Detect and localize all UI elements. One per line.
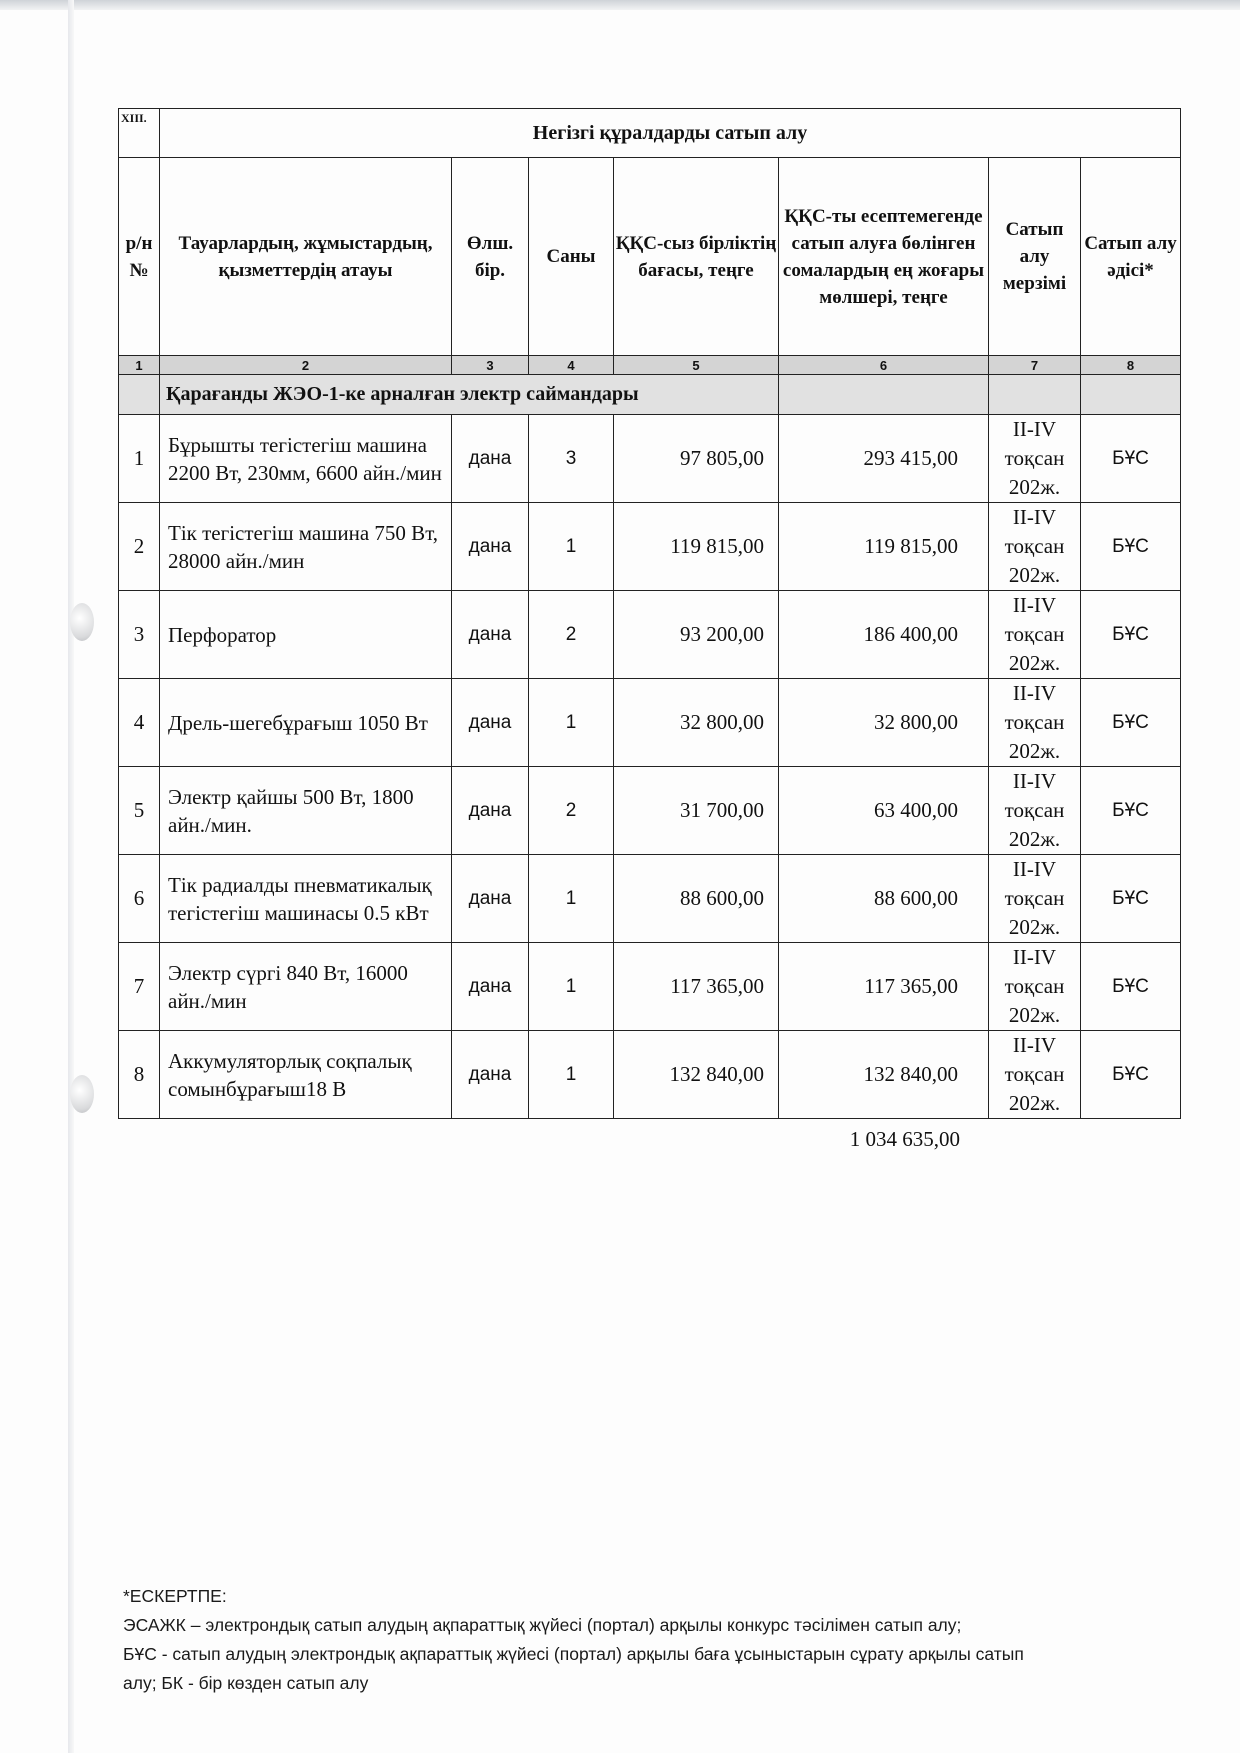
allocated-amount: 88 600,00 [779, 855, 989, 943]
row-number: 1 [119, 415, 160, 503]
group-header-row [119, 375, 1181, 415]
unit-of-measure: дана [452, 503, 529, 591]
footnote-title: *ЕСКЕРТПЕ: [123, 1586, 227, 1606]
unit-price: 119 815,00 [614, 503, 779, 591]
punch-hole [70, 1075, 94, 1113]
unit-price: 88 600,00 [614, 855, 779, 943]
purchase-method: БҰС [1081, 767, 1181, 855]
header-method: Сатып алу әдісі* [1081, 158, 1181, 356]
purchase-method: БҰС [1081, 679, 1181, 767]
column-number: 1 [119, 356, 160, 375]
purchase-term-line: тоқсан [1004, 886, 1065, 910]
table-row [119, 503, 1181, 591]
purchase-term [989, 855, 1081, 943]
quantity: 1 [529, 943, 614, 1031]
group-spacer [779, 375, 989, 415]
quantity: 1 [529, 1031, 614, 1119]
scan-top-edge [0, 0, 1240, 10]
allocated-amount: 32 800,00 [779, 679, 989, 767]
quantity: 1 [529, 855, 614, 943]
purchase-method: БҰС [1081, 943, 1181, 1031]
quantity: 2 [529, 591, 614, 679]
item-name: Электр сүргі 840 Вт, 16000 айн./мин [160, 943, 452, 1031]
item-name: Бұрышты тегістегіш машина 2200 Вт, 230мм, 6600 айн./мин [160, 415, 452, 503]
header-name: Тауарлардың, жұмыстардың, қызметтердің атауы [160, 158, 452, 356]
quantity: 3 [529, 415, 614, 503]
unit-of-measure: дана [452, 679, 529, 767]
purchase-term-line: тоқсан [1004, 798, 1065, 822]
group-spacer [1081, 375, 1181, 415]
purchase-method: БҰС [1081, 415, 1181, 503]
table-row [119, 1031, 1181, 1119]
allocated-amount: 119 815,00 [779, 503, 989, 591]
unit-of-measure: дана [452, 943, 529, 1031]
unit-of-measure: дана [452, 855, 529, 943]
purchase-term-line: 202ж. [1008, 827, 1061, 851]
table-row [119, 679, 1181, 767]
purchase-term-line: тоқсан [1004, 534, 1065, 558]
punch-hole [70, 603, 94, 641]
unit-of-measure: дана [452, 1031, 529, 1119]
purchase-term-line: 202ж. [1008, 1091, 1061, 1115]
row-number: 3 [119, 591, 160, 679]
quantity: 2 [529, 767, 614, 855]
table-row [119, 943, 1181, 1031]
purchase-term-line: II-IV [1012, 857, 1057, 881]
header-amount: ҚҚС-ты есептемегенде сатып алуға бөлінген сомалардың ең жоғары мөлшері, теңге [779, 158, 989, 356]
purchase-term-line: II-IV [1012, 505, 1057, 529]
group-title: Қарағанды ЖЭО-1-ке арналған электр саймандары [160, 375, 779, 415]
purchase-term [989, 943, 1081, 1031]
column-number: 7 [989, 356, 1081, 375]
unit-of-measure: дана [452, 767, 529, 855]
footnote [123, 1582, 1163, 1698]
allocated-amount: 63 400,00 [779, 767, 989, 855]
item-name: Перфоратор [160, 591, 452, 679]
unit-price: 32 800,00 [614, 679, 779, 767]
purchase-term-line: тоқсан [1004, 446, 1065, 470]
group-spacer [989, 375, 1081, 415]
scan-left-edge [68, 0, 74, 1753]
purchase-method: БҰС [1081, 591, 1181, 679]
allocated-amount: 186 400,00 [779, 591, 989, 679]
purchase-term-line: тоқсан [1004, 1062, 1065, 1086]
quantity: 1 [529, 503, 614, 591]
row-number: 6 [119, 855, 160, 943]
table-row [119, 591, 1181, 679]
footnote-line: ЭСАЖК – электрондық сатып алудың ақпараттық жүйесі (портал) арқылы конкурс тәсілімен сатып алу; [123, 1615, 962, 1635]
header-unit: Өлш. бір. [452, 158, 529, 356]
purchase-term-line: II-IV [1012, 1033, 1057, 1057]
allocated-amount: 293 415,00 [779, 415, 989, 503]
row-number: 7 [119, 943, 160, 1031]
purchase-term-line: II-IV [1012, 681, 1057, 705]
purchase-method: БҰС [1081, 1031, 1181, 1119]
column-number-row [119, 356, 1181, 375]
purchase-term-line: II-IV [1012, 417, 1057, 441]
column-header-row [119, 158, 1181, 356]
purchase-term-line: II-IV [1012, 945, 1057, 969]
purchase-term-line: II-IV [1012, 593, 1057, 617]
purchase-term-line: тоқсан [1004, 622, 1065, 646]
row-number: 5 [119, 767, 160, 855]
purchase-method: БҰС [1081, 855, 1181, 943]
footnote-line: алу; БК - бір көзден сатып алу [123, 1673, 369, 1693]
purchase-term [989, 679, 1081, 767]
purchase-term [989, 1031, 1081, 1119]
purchase-term [989, 415, 1081, 503]
item-name: Дрель-шегебұрағыш 1050 Вт [160, 679, 452, 767]
section-header-row [119, 109, 1181, 158]
unit-price: 97 805,00 [614, 415, 779, 503]
unit-of-measure: дана [452, 415, 529, 503]
allocated-amount: 132 840,00 [779, 1031, 989, 1119]
purchase-term [989, 591, 1081, 679]
table-row [119, 767, 1181, 855]
purchase-term-line: 202ж. [1008, 915, 1061, 939]
row-number: 8 [119, 1031, 160, 1119]
purchase-term-line: 202ж. [1008, 563, 1061, 587]
quantity: 1 [529, 679, 614, 767]
purchase-term-line: тоқсан [1004, 710, 1065, 734]
section-number: XIII. [119, 109, 160, 158]
purchase-term-line: 202ж. [1008, 651, 1061, 675]
item-name: Тік радиалды пневматикалық тегістегіш машинасы 0.5 кВт [160, 855, 452, 943]
purchase-term-line: 202ж. [1008, 739, 1061, 763]
section-title: Негізгі құралдарды сатып алу [160, 109, 1181, 158]
column-number: 2 [160, 356, 452, 375]
row-number: 2 [119, 503, 160, 591]
column-number: 3 [452, 356, 529, 375]
unit-price: 31 700,00 [614, 767, 779, 855]
header-qty: Саны [529, 158, 614, 356]
table-row [119, 855, 1181, 943]
unit-price: 93 200,00 [614, 591, 779, 679]
grand-total: 1 034 635,00 [849, 1127, 960, 1151]
purchase-term-line: 202ж. [1008, 475, 1061, 499]
unit-price: 117 365,00 [614, 943, 779, 1031]
item-name: Аккумуляторлық соқпалық сомынбұрағыш18 В [160, 1031, 452, 1119]
item-name: Электр қайшы 500 Вт, 1800 айн./мин. [160, 767, 452, 855]
column-number: 4 [529, 356, 614, 375]
header-price: ҚҚС-сыз бірліктің бағасы, теңге [614, 158, 779, 356]
column-number: 8 [1081, 356, 1181, 375]
footnote-line: БҰС - сатып алудың электрондық ақпараттық жүйесі (портал) арқылы баға ұсыныстарын сұрату арқылы сатып [123, 1644, 1024, 1664]
column-number: 6 [779, 356, 989, 375]
purchase-term [989, 503, 1081, 591]
column-number: 5 [614, 356, 779, 375]
purchase-term-line: тоқсан [1004, 974, 1065, 998]
purchase-term [989, 767, 1081, 855]
purchase-term-line: 202ж. [1008, 1003, 1061, 1027]
item-name: Тік тегістегіш машина 750 Вт, 28000 айн./мин [160, 503, 452, 591]
purchase-term-line: II-IV [1012, 769, 1057, 793]
allocated-amount: 117 365,00 [779, 943, 989, 1031]
header-no: р/н № [119, 158, 160, 356]
unit-price: 132 840,00 [614, 1031, 779, 1119]
group-spacer [119, 375, 160, 415]
row-number: 4 [119, 679, 160, 767]
unit-of-measure: дана [452, 591, 529, 679]
table-row [119, 415, 1181, 503]
procurement-table [118, 108, 1181, 1119]
header-term: Сатып алу мерзімі [989, 158, 1081, 356]
purchase-method: БҰС [1081, 503, 1181, 591]
